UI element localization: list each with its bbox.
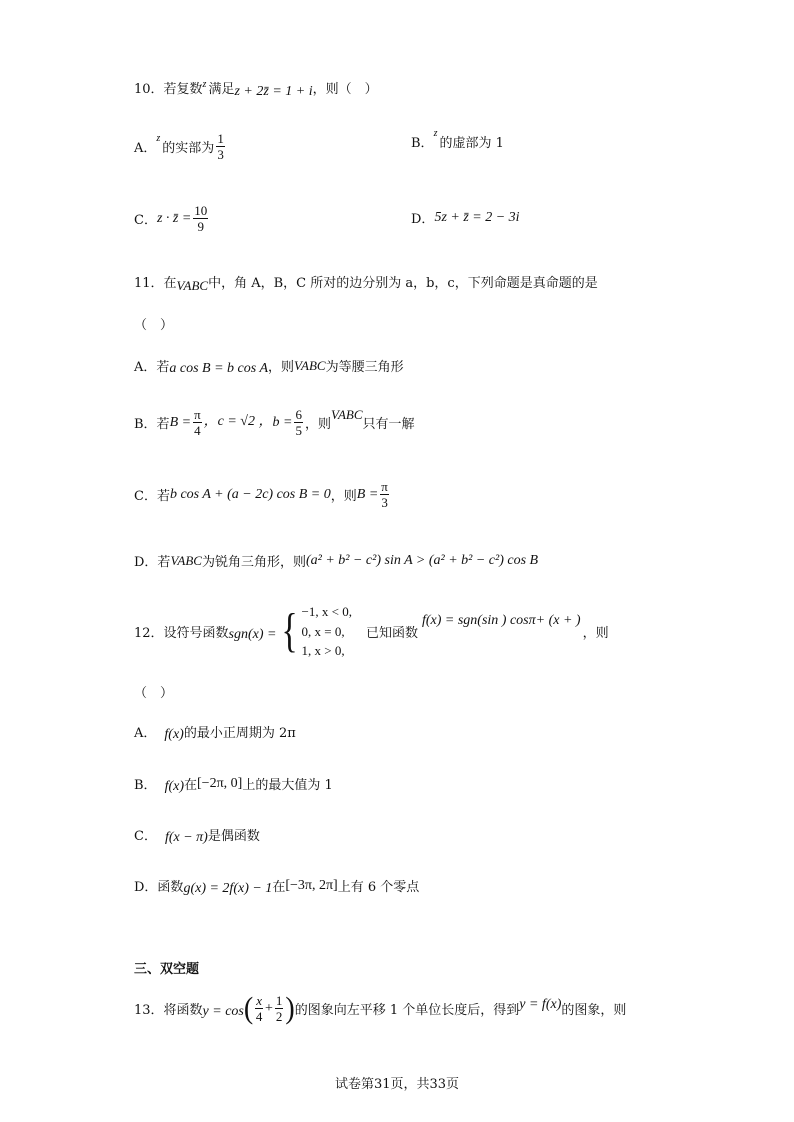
- q10-equation: z + 2z̄ = 1 + i: [234, 83, 313, 99]
- q11-paren: [134, 314, 173, 333]
- q12-piecewise: [278, 602, 351, 661]
- q10a-var: z: [156, 133, 161, 144]
- q13-fraction-2: [275, 994, 284, 1023]
- q12d-interval: [−3π, 2π]: [285, 877, 338, 893]
- q11c-fraction: [380, 480, 389, 509]
- q10-option-c: [134, 204, 210, 233]
- fraction-numerator: x: [256, 993, 262, 1008]
- fraction-numerator: 1: [217, 131, 224, 146]
- option-label: A．: [134, 726, 157, 741]
- triangle-symbol: VABC: [176, 277, 209, 293]
- q11d-expr: (a² + b² − c²) sin A > (a² + b² − c²) cos B: [305, 552, 539, 568]
- q11-suffix: 中，角 A，B，C 所对的边分别为 a，b，c，下列命题是真命题的是: [208, 276, 598, 291]
- section-title: 三、双空题: [134, 962, 200, 977]
- q11b-fraction-2: [294, 408, 303, 437]
- q11d-mid: 为锐角三角形，则: [201, 555, 306, 570]
- q10-option-d: [411, 208, 520, 227]
- q11c-mid: ，则: [330, 489, 357, 504]
- question-12-stem: [134, 602, 609, 661]
- fraction-denominator: 9: [197, 219, 205, 234]
- q12-option-b: [134, 774, 333, 793]
- page-number: 试卷第31页，共33页: [334, 1077, 460, 1092]
- fraction-numerator: π: [194, 407, 201, 422]
- q12-option-c: [134, 825, 260, 844]
- q11a-mid: ，则: [268, 360, 295, 375]
- fraction-denominator: 5: [295, 423, 302, 438]
- q12c-text: 是偶函数: [207, 829, 260, 844]
- option-label: D．函数: [134, 880, 184, 895]
- q11-prefix: 11．在: [134, 276, 177, 291]
- section-heading: [134, 958, 199, 977]
- q10-prefix: 10．若复数: [134, 82, 203, 97]
- q13-fraction-1: [255, 994, 263, 1023]
- q13-suffix: 的图象，则: [561, 1003, 627, 1018]
- q12-suffix: ，则: [582, 625, 609, 641]
- q12b-mid: 在: [184, 778, 198, 793]
- q13-mid: 的图象向左平移 1 个单位长度后，得到: [294, 1003, 520, 1018]
- q11b-b2: b =: [272, 414, 293, 430]
- q12a-expr: f(x): [164, 726, 184, 742]
- q11b-suffix: 只有一解: [362, 417, 415, 432]
- q10c-fraction: [193, 204, 208, 233]
- q12-sgn-lhs: sgn(x) =: [228, 627, 277, 643]
- q10-var: z: [202, 79, 207, 90]
- option-label: B．: [134, 778, 157, 793]
- piecewise-case: −1, x < 0,: [301, 604, 352, 619]
- brace-icon: {: [281, 604, 299, 658]
- question-10-stem: [134, 78, 378, 97]
- page-footer: [0, 1073, 794, 1092]
- q11-option-b: [134, 408, 415, 437]
- option-label: B．: [411, 136, 434, 151]
- q10-option-b: [411, 128, 504, 151]
- left-paren-icon: (: [243, 990, 254, 1025]
- q12-option-a: [134, 722, 296, 741]
- option-label: C．: [134, 213, 157, 228]
- q10-suffix: ，则（ ）: [312, 82, 378, 97]
- q11a-expr: a cos B = b cos A: [169, 360, 269, 376]
- q10b-var: z: [433, 128, 438, 139]
- option-label: D．若: [134, 555, 171, 570]
- right-paren-icon: ): [285, 990, 295, 1025]
- q11c-b: B =: [356, 486, 379, 502]
- question-11-stem: [134, 272, 598, 291]
- q10b-text: 的虚部为 1: [439, 136, 504, 151]
- fraction-numerator: 1: [275, 993, 283, 1008]
- plus-sign: +: [264, 1000, 273, 1016]
- fraction-numerator: 6: [295, 407, 302, 422]
- option-label: B．若: [134, 417, 170, 432]
- q11-option-d: [134, 551, 538, 570]
- q12-prefix: 12．设符号函数: [134, 625, 229, 641]
- q11b-mid: ，则: [304, 417, 331, 432]
- q13-y2-expr: y = f(x): [519, 996, 562, 1012]
- q12d-expr: g(x) = 2f(x) − 1: [183, 880, 273, 896]
- q10a-fraction: [216, 132, 225, 161]
- option-label: A．若: [134, 360, 170, 375]
- q12-option-d: [134, 876, 419, 895]
- q12d-text: 上有 6 个零点: [337, 880, 420, 895]
- q13-prefix: 13．将函数: [134, 1003, 203, 1018]
- q10-option-a: [134, 132, 227, 161]
- triangle-symbol: VABC: [294, 357, 326, 373]
- fraction-denominator: 4: [194, 423, 201, 438]
- q12-function-expr: f(x) = sgn(sin ) cosπ+ (x + ): [421, 613, 581, 629]
- answer-paren: （ ）: [134, 686, 174, 701]
- q11b-b: B =: [169, 414, 192, 430]
- option-label: D．: [411, 212, 435, 227]
- fraction-denominator: 3: [217, 147, 224, 162]
- piecewise-rows: [302, 602, 352, 661]
- fraction-numerator: 10: [194, 203, 208, 218]
- q12-paren: [134, 682, 173, 701]
- option-label: C．: [134, 829, 157, 844]
- triangle-symbol: VABC: [330, 406, 363, 422]
- fraction-numerator: π: [381, 479, 388, 494]
- question-13-stem: [134, 990, 627, 1025]
- fraction-denominator: 4: [255, 1009, 263, 1024]
- option-label: A．: [134, 141, 157, 156]
- q11-option-c: [134, 480, 391, 509]
- q13-y-expr: y = cos: [202, 1003, 244, 1019]
- q12d-mid: 在: [272, 880, 286, 895]
- fraction-denominator: 2: [275, 1009, 283, 1024]
- q12b-interval: [−2π, 0]: [197, 775, 243, 791]
- q10a-text: 的实部为: [162, 141, 215, 156]
- q11c-expr: b cos A + (a − 2c) cos B = 0: [169, 486, 331, 502]
- q12a-text: 的最小正周期为 2π: [183, 726, 296, 741]
- q12b-expr: f(x): [164, 778, 184, 794]
- piecewise-case: 1, x > 0,: [301, 643, 345, 658]
- q10d-expr: 5z + z̄ = 2 − 3i: [434, 209, 520, 225]
- q12-mid: 已知函数: [365, 625, 418, 641]
- q10c-expr: z · z̄ =: [156, 210, 192, 226]
- q10-mid: 满足: [208, 82, 235, 97]
- q12c-expr: f(x − π): [164, 829, 208, 845]
- option-label: C．若: [134, 489, 170, 504]
- fraction-denominator: 3: [381, 495, 388, 510]
- triangle-symbol: VABC: [170, 552, 202, 568]
- q11-option-a: [134, 356, 404, 375]
- q11a-suffix: 为等腰三角形: [325, 360, 404, 375]
- answer-paren: （ ）: [134, 318, 174, 333]
- piecewise-case: 0, x = 0,: [301, 623, 345, 639]
- q11b-fraction-1: [193, 408, 202, 437]
- q12b-text: 上的最大值为 1: [242, 778, 333, 793]
- q11b-c: ，c = √2 ，: [203, 413, 273, 429]
